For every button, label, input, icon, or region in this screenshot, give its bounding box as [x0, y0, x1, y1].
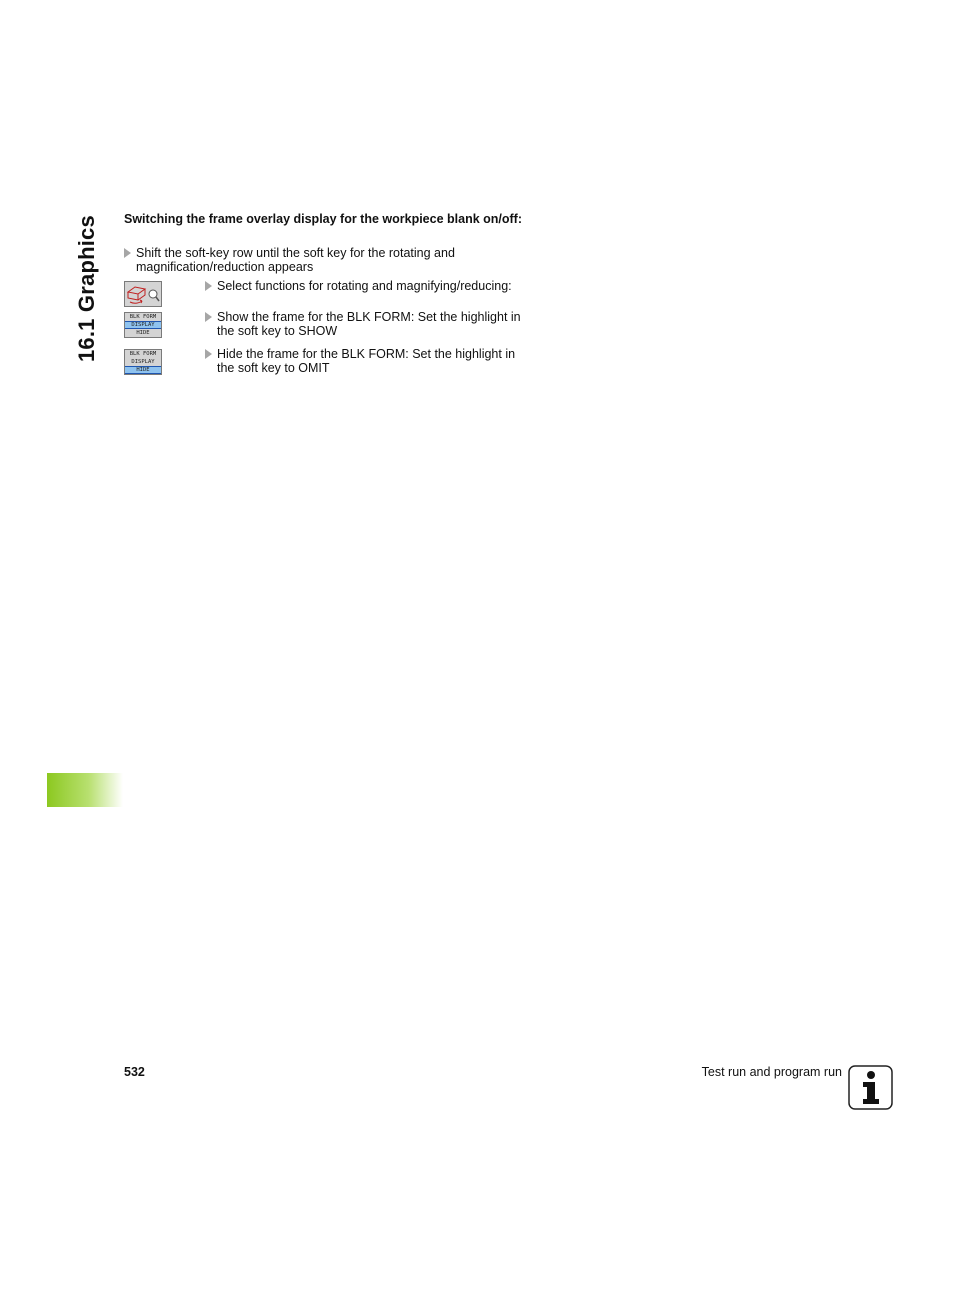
rotate-magnify-icon	[125, 282, 161, 306]
softkey-line-highlighted: DISPLAY	[125, 321, 161, 329]
blk-form-show-softkey[interactable]	[124, 312, 162, 338]
step-text: Select functions for rotating and magnifying/reducing:	[217, 279, 512, 293]
softkey-line: HIDE	[136, 330, 150, 336]
bullet-arrow-icon	[205, 312, 212, 322]
softkey-line-highlighted: HIDE	[125, 366, 161, 374]
section-heading: Switching the frame overlay display for the workpiece blank on/off:	[124, 212, 522, 226]
step-text: Show the frame for the BLK FORM: Set the highlight in the soft key to SHOW	[217, 310, 521, 338]
bullet-arrow-icon	[205, 281, 212, 291]
info-icon	[848, 1065, 893, 1110]
chapter-tab	[47, 773, 123, 807]
page-number: 532	[124, 1065, 145, 1079]
step-select-rotate-functions	[205, 279, 535, 293]
bullet-arrow-icon	[205, 349, 212, 359]
rotate-magnify-softkey[interactable]	[124, 281, 162, 307]
step-hide-frame	[205, 347, 535, 375]
step-text: Shift the soft-key row until the soft key for the rotating and magnification/reduction appears	[136, 246, 455, 274]
softkey-line: BLK FORM	[129, 314, 157, 320]
step-show-frame	[205, 310, 535, 338]
softkey-line: DISPLAY	[131, 359, 155, 365]
chapter-title: 16.1 Graphics	[74, 215, 99, 362]
step-shift-softkey-row	[124, 246, 524, 274]
blk-form-hide-softkey[interactable]	[124, 349, 162, 375]
softkey-line: BLK FORM	[129, 351, 157, 357]
footer-title: Test run and program run	[701, 1065, 842, 1079]
bullet-arrow-icon	[124, 248, 131, 258]
step-text: Hide the frame for the BLK FORM: Set the highlight in the soft key to OMIT	[217, 347, 516, 375]
